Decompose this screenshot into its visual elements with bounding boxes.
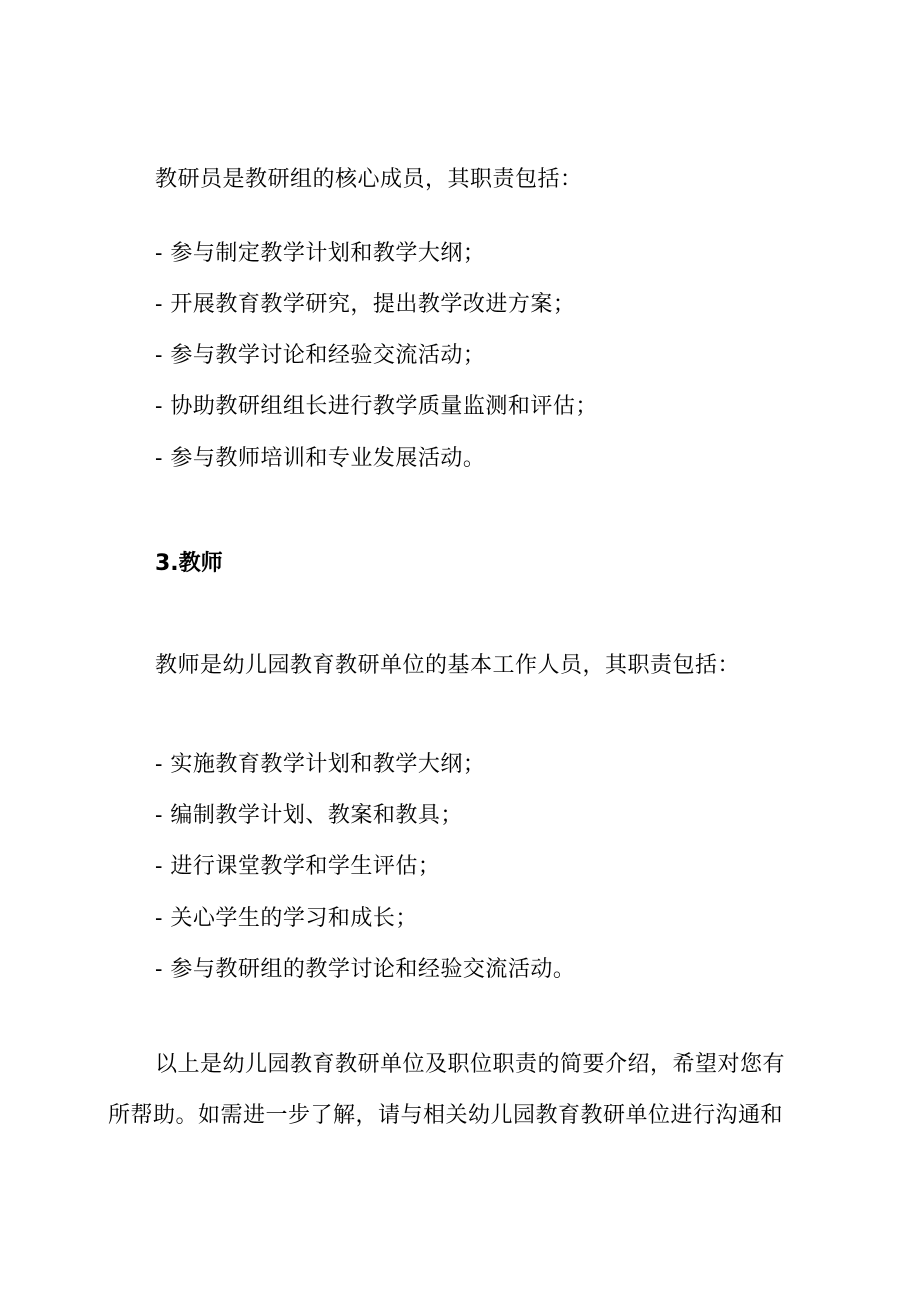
list-item: - 编制教学计划、教案和教具； xyxy=(155,803,463,828)
list-item: - 参与制定教学计划和教学大纲； xyxy=(155,241,486,266)
list-item: - 开展教育教学研究，提出教学改进方案； xyxy=(155,292,576,317)
list-item: - 协助教研组组长进行教学质量监测和评估； xyxy=(155,394,598,419)
closing-paragraph-line-2: 所帮助。如需进一步了解，请与相关幼儿园教育教研单位进行沟通和 xyxy=(108,1103,784,1128)
list-item: - 参与教学讨论和经验交流活动； xyxy=(155,343,486,368)
list-item: - 实施教育教学计划和教学大纲； xyxy=(155,752,486,777)
section3-intro: 教师是幼儿园教育教研单位的基本工作人员，其职责包括： xyxy=(155,653,741,678)
section3-heading: 3.教师 xyxy=(155,551,223,576)
list-item: - 参与教研组的教学讨论和经验交流活动。 xyxy=(155,957,576,982)
closing-paragraph-line-1: 以上是幼儿园教育教研单位及职位职责的简要介绍，希望对您有 xyxy=(155,1052,786,1077)
list-item: - 进行课堂教学和学生评估； xyxy=(155,854,441,879)
list-item: - 关心学生的学习和成长； xyxy=(155,906,418,931)
section2-intro: 教研员是教研组的核心成员，其职责包括： xyxy=(155,167,583,192)
list-item: - 参与教师培训和专业发展活动。 xyxy=(155,446,486,471)
